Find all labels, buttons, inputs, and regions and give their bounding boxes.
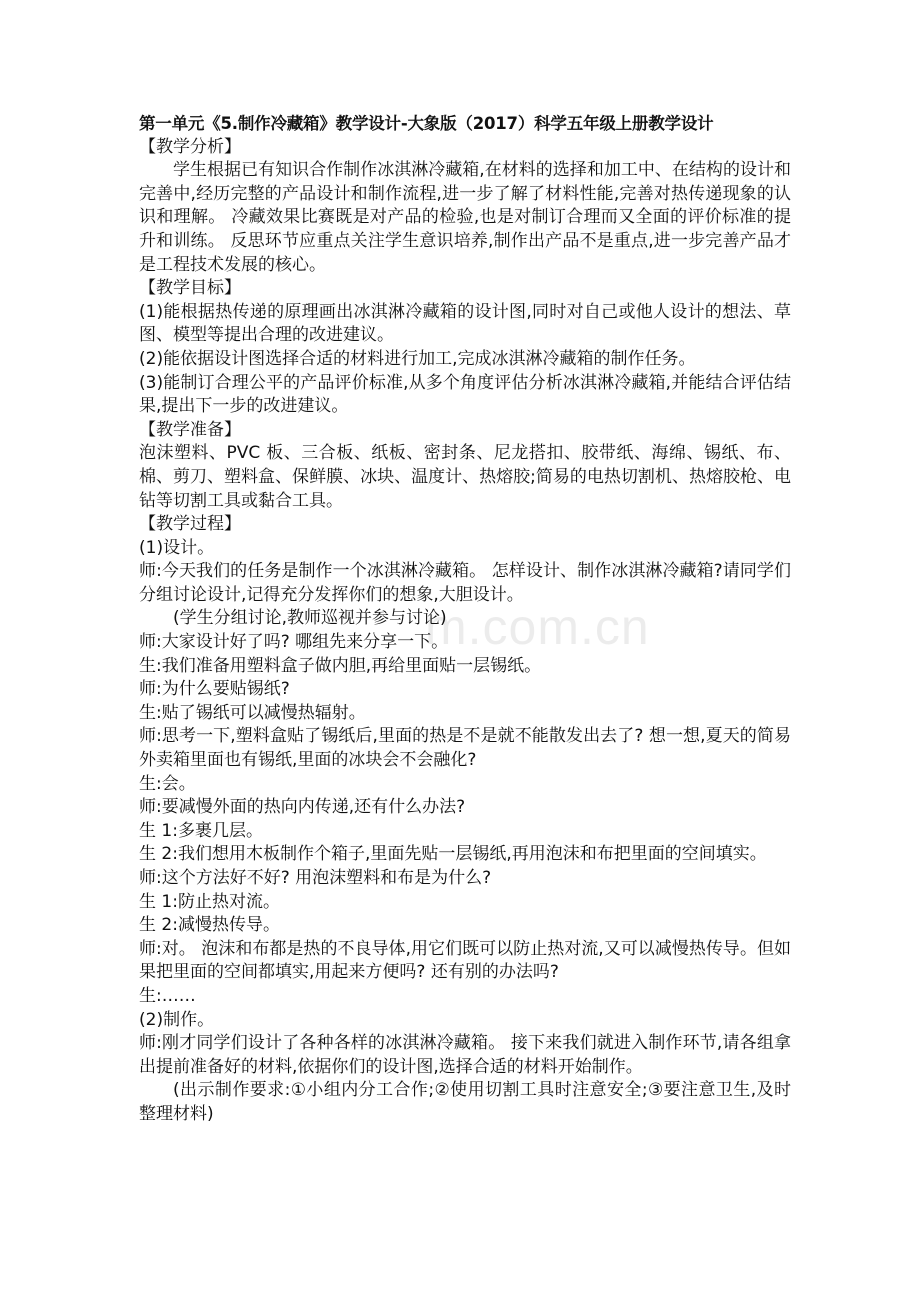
dialogue-line: 生 2:我们想用木板制作个箱子,里面先贴一层锡纸,再用泡沫和布把里面的空间填实。: [139, 844, 767, 865]
dialogue-line: 师:要减慢外面的热向内传递,还有什么办法?: [139, 797, 466, 818]
dialogue-line: 生 1:防止热对流。: [139, 891, 280, 912]
dialogue-line: 师:思考一下,塑料盒贴了锡纸后,里面的热是不是就不能散发出去了? 想一想,夏天的简易外卖箱里面也有锡纸,里面的冰块会不会融化?: [139, 726, 791, 771]
prep-paragraph: 泡沫塑料、PVC 板、三合板、纸板、密封条、尼龙搭扣、胶带纸、海绵、锡纸、布、棉、剪刀、塑料盒、保鲜膜、冰块、温度计、热熔胶;简易的电热切割机、热熔胶枪、电钻等切割工具或黏合工具。: [139, 443, 791, 511]
goal-item: (3)能制订合理公平的产品评价标准,从多个角度评估分析冰淇淋冷藏箱,并能结合评估结果,提出下一步的改进建议。: [139, 372, 791, 417]
analysis-paragraph: 学生根据已有知识合作制作冰淇淋冷藏箱,在材料的选择和加工中、在结构的设计和完善中,经历完整的产品设计和制作流程,进一步了解了材料性能,完善对热传递现象的认识和理解。 冷藏效果比赛既是对产品的检验,也是对制订合理而又全面的评价标准的提升和训练。 反思环节应重点关注学生意识培养,制作出产品不是重点,进一步完善产品才是工程技术发展的核心。: [139, 160, 791, 275]
dialogue-line: 师:刚才同学们设计了各种各样的冰淇淋冷藏箱。 接下来我们就进入制作环节,请各组拿出提前准备好的材料,依据你们的设计图,选择合适的材料开始制作。: [139, 1033, 791, 1077]
dialogue-line: 师:这个方法好不好? 用泡沫塑料和布是为什么?: [139, 868, 492, 888]
dialogue-line: 生:会。: [139, 773, 196, 794]
dialogue-line: 师:大家设计好了吗? 哪组先来分享一下。: [139, 632, 449, 653]
section-heading-prep: 【教学准备】: [139, 419, 241, 440]
dialogue-line: 生:……: [139, 985, 196, 1006]
goal-item: (2)能依据设计图选择合适的材料进行加工,完成冰淇淋冷藏箱的制作任务。: [139, 348, 696, 369]
section-heading-analysis: 【教学分析】: [139, 136, 241, 157]
dialogue-line: 生:我们准备用塑料盒子做内胆,再给里面贴一层锡纸。: [139, 655, 542, 676]
document-title: 第一单元《5.制作冷藏箱》教学设计-大象版（2017）科学五年级上册教学设计: [139, 114, 714, 133]
section-heading-goals: 【教学目标】: [139, 278, 241, 299]
document-body: [139, 112, 791, 1127]
dialogue-line: 师:今天我们的任务是制作一个冰淇淋冷藏箱。 怎样设计、制作冰淇淋冷藏箱?请同学们分组讨论设计,记得充分发挥你们的想象,大胆设计。: [139, 561, 791, 605]
process-step-heading: (2)制作。: [139, 1009, 215, 1030]
dialogue-line: 生 1:多裹几层。: [139, 820, 263, 841]
process-step-heading: (1)设计。: [139, 537, 215, 558]
goal-item: (1)能根据热传递的原理画出冰淇淋冷藏箱的设计图,同时对自己或他人设计的想法、草图、模型等提出合理的改进建议。: [139, 301, 791, 346]
dialogue-line: 师:为什么要贴锡纸?: [139, 679, 290, 700]
section-heading-process: 【教学过程】: [139, 514, 241, 535]
dialogue-line: 生:贴了锡纸可以减慢热辐射。: [139, 702, 366, 723]
stage-direction: (学生分组讨论,教师巡视并参与讨论): [173, 608, 447, 629]
stage-direction: (出示制作要求:①小组内分工合作;②使用切割工具时注意安全;③要注意卫生,及时整理材料): [139, 1080, 791, 1124]
dialogue-line: 师:对。 泡沫和布都是热的不良导体,用它们既可以防止热对流,又可以减慢热传导。但如果把里面的空间都填实,用起来方便吗? 还有别的办法吗?: [139, 938, 791, 983]
watermark: m.com.cn: [425, 599, 650, 655]
dialogue-line: 生 2:减慢热传导。: [139, 915, 280, 936]
